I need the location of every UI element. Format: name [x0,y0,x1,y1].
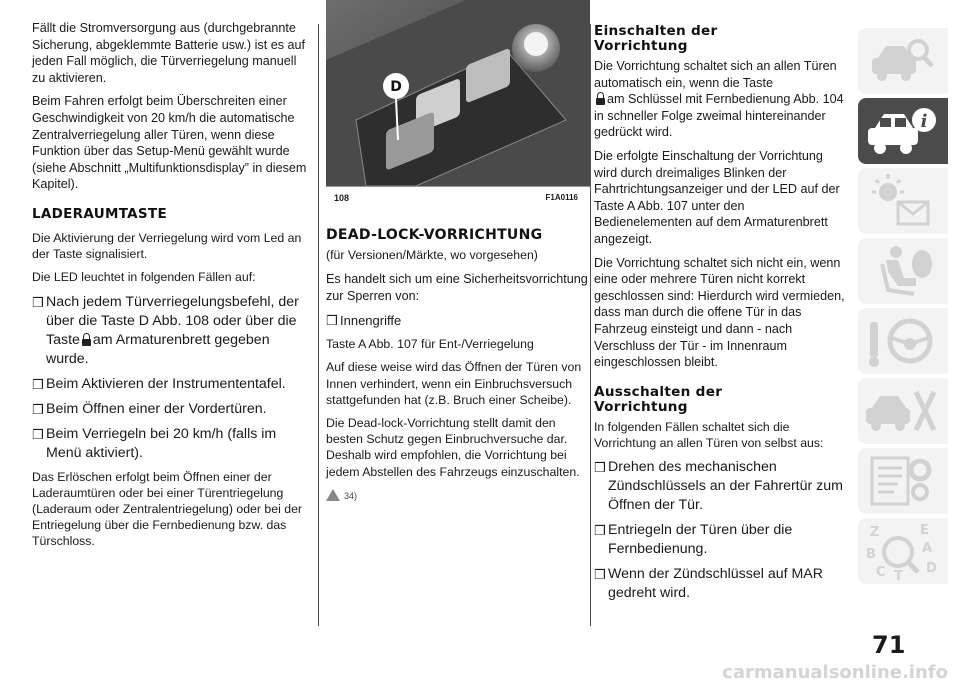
section-heading-line: Vorrichtung [594,398,688,415]
paragraph-text: am Schlüssel mit Fernbedienung Abb. 104 in schneller Folge zweimal hintereinander gedrückt wird. [594,92,844,140]
figure-label: D [390,79,402,95]
tab-steering-wheel[interactable] [858,308,948,374]
paragraph: Fällt die Stromversorgung aus (durchgebrannte Sicherung, abgeklemmte Batterie usw.) ist es auf jeden Fall möglich, die Türverriegelung manuell zu aktivieren. [32,21,305,85]
list-item-text: Beim Öffnen einer der Vordertüren. [46,400,267,417]
paragraph: In folgenden Fällen schaltet sich die Vorrichtung an allen Türen von selbst aus: [594,419,824,450]
column-middle [326,228,590,511]
checkbox-bullet-icon: ❒ [32,426,44,442]
page-number: 71 [872,631,906,659]
list-item-text: Beim Aktivieren der Instrumententafel. [46,375,286,392]
list-item [594,565,846,603]
paragraph [594,58,846,141]
list-item-text: Nach jedem Türverriegelungsbefehl, der über die Taste D Abb. 108 oder über die Taste [46,293,299,348]
paragraph: Das Erlöschen erfolgt beim Öffnen einer der Laderaumtüren oder bei einer Türentriegelung (Laderaum oder Zentralentriegelung) oder bei der Entriegelung über die Fernbedienung bzw. das Türschloss. [32,469,303,549]
list-item [326,311,590,330]
paragraph: Taste A Abb. 107 für Ent-/Verriegelung [326,337,534,352]
section-heading [594,24,846,54]
warning-triangle-icon [326,489,340,501]
tab-car-search[interactable] [858,28,948,94]
section-heading-line: Einschalten der [594,23,718,39]
footnote-ref: 34) [344,490,358,501]
list-item [32,375,310,394]
column-divider [318,24,319,626]
figure-caption-bar [326,186,590,213]
watermark-footer: carmanualsonline.info [722,662,948,683]
index-letter: E [920,523,929,538]
checkbox-bullet-icon: ❒ [594,567,606,583]
lock-icon [82,333,91,346]
alphabet-index-icon [858,518,948,584]
checkbox-bullet-icon: ❒ [594,460,606,476]
checkbox-bullet-icon: ❒ [594,523,606,539]
door-switch-illustration [326,0,590,186]
section-heading-line: Vorrichtung [594,38,688,54]
column-right [594,24,846,609]
tab-warning-lights[interactable] [858,168,948,234]
figure-code: F1A0116 [545,193,578,202]
list-item [32,425,310,463]
list-item-text: am Armaturenbrett gegeben wurde. [46,331,270,367]
tab-document-gear[interactable] [858,448,948,514]
tab-car-tools[interactable] [858,378,948,444]
paragraph: Auf diese weise wird das Öffnen der Türen von Innen verhindert, wenn ein Einbruchsversuch stattgefunden hat (z.B. Bruch einer Scheibe). [326,360,582,407]
warning-lights-icon [858,168,948,234]
info-glyph: i [920,111,928,132]
tab-alphabet-index[interactable] [858,518,948,584]
list-item-text: Entriegeln der Türen über die Fernbedienung. [608,522,793,558]
car-search-icon [858,28,948,94]
airbag-seat-icon [858,238,948,304]
section-heading: DEAD-LOCK-VORRICHTUNG [326,227,543,243]
paragraph: Beim Fahren erfolgt beim Überschreiten einer Geschwindigkeit von 20 km/h die automatische Zentralverriegelung aller Türen, wenn diese Funktion über das Setup-Menü gewählt wurde (siehe Abschnitt „Multifunktionsdisplay” in diesem Kapitel). [32,94,307,192]
car-info-icon [858,98,948,164]
list-item [594,458,846,515]
car-tools-icon [858,378,948,444]
paragraph: Die erfolgte Einschaltung der Vorrichtung wird durch dreimaliges Blinken der Fahrtrichtungsanzeiger und der LED auf der Taste A Abb. 107 unter den Bedienelementen auf dem Armaturenbrett angezeigt. [594,148,840,246]
section-heading-line: Ausschalten der [594,383,723,400]
document-gear-icon [858,448,948,514]
checkbox-bullet-icon: ❒ [32,294,44,310]
index-letter: T [894,569,903,584]
checkbox-bullet-icon: ❒ [326,313,338,329]
index-letter: C [876,565,886,580]
paragraph: Die Vorrichtung schaltet sich nicht ein, wenn eine oder mehrere Türen nicht korrekt geschlossen sind: Hierdurch wird vermieden, dass man durch die offene Tür in das Fahrzeug einsteigt und dann - nach Verschluss der Tür - im Innenraum eingeschlossen bleibt. [594,255,845,370]
list-item-text: Wenn der Zündschlüssel auf MAR gedreht wird. [608,566,824,602]
index-letter: B [866,547,876,562]
paragraph: Die LED leuchtet in folgenden Fällen auf: [32,270,256,285]
column-divider [590,24,591,626]
index-letter: A [922,541,933,556]
list-item [594,521,846,559]
index-letter: D [926,561,937,576]
section-heading: LADERAUMTASTE [32,205,167,222]
subheading: (für Versionen/Märkte, wo vorgesehen) [326,248,538,262]
index-letter: Z [870,525,880,540]
paragraph: Es handelt sich um eine Sicherheitsvorrichtung zur Sperren von: [326,272,588,303]
figure-door-switch-photo [326,0,590,186]
list-item-text: Beim Verriegeln bei 20 km/h (falls im Menü aktiviert). [46,425,277,461]
paragraph: Die Aktivierung der Verriegelung wird vom Led an der Taste signalisiert. [32,230,302,262]
tab-airbag-seat[interactable] [858,238,948,304]
paragraph: Die Dead-lock-Vorrichtung stellt damit den besten Schutz gegen Einbruchversuche dar. Deshalb wird empfohlen, die Vorrichtung bei jedem Abstellen des Fahrzeugs einzuschalten. [326,416,580,479]
list-item-text: Drehen des mechanischen Zündschlüssels an der Fahrertür zum Öffnen der Tür. [608,459,843,514]
section-heading [594,385,846,415]
tab-car-info[interactable] [858,98,948,164]
lock-icon [596,92,605,105]
checkbox-bullet-icon: ❒ [32,376,44,392]
list-item [32,293,310,369]
checkbox-bullet-icon: ❒ [32,401,44,417]
chapter-tab-sidebar [858,28,948,588]
steering-wheel-icon [858,308,948,374]
paragraph-text: Die Vorrichtung schaltet sich an allen Türen automatisch ein, wenn die Taste [594,59,837,90]
list-item-text: Innengriffe [340,313,402,329]
column-left [32,20,310,557]
figure-number: 108 [334,193,350,203]
list-item [32,400,310,419]
